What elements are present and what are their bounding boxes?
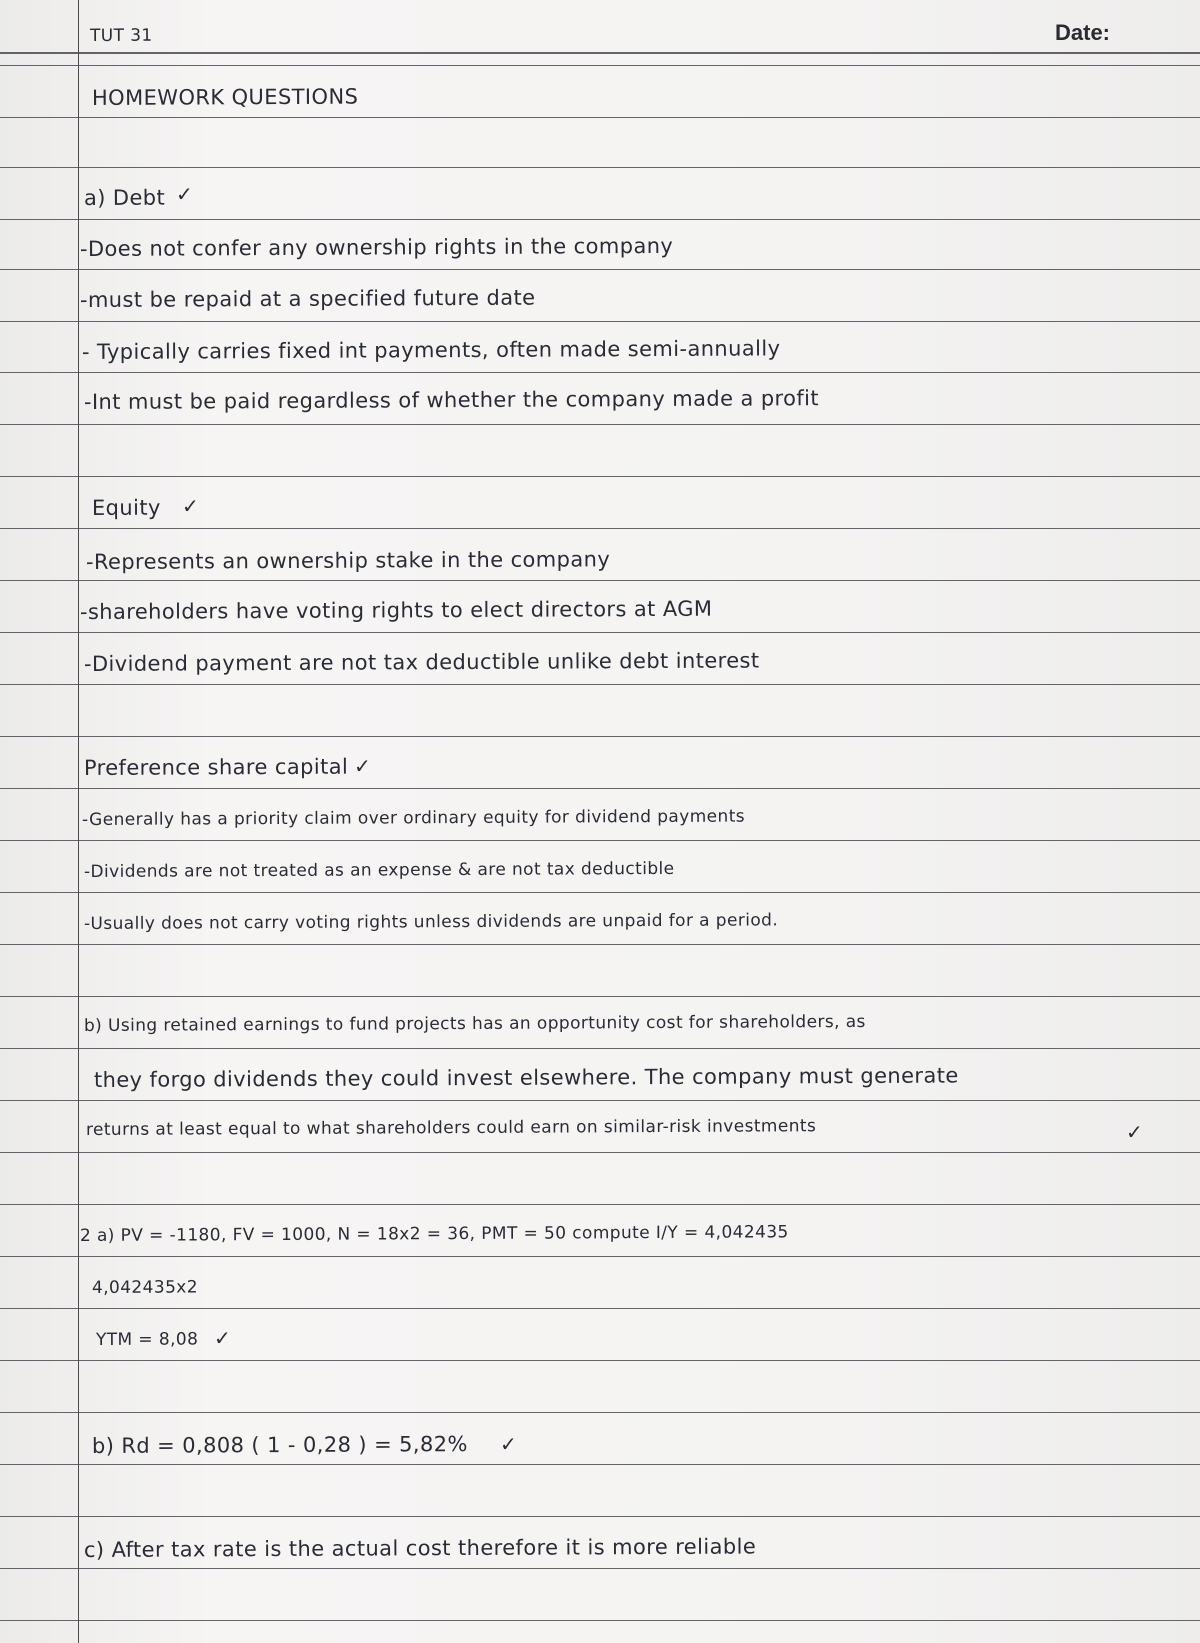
ruled-line [0,1308,1200,1309]
ruled-line [0,65,1200,66]
answer-1b-line: returns at least equal to what shareholders could earn on similar-risk investments [85,1116,817,1140]
page-title: HOMEWORK QUESTIONS [91,84,359,110]
ruled-line [0,528,1200,529]
ruled-line [0,269,1200,270]
ruled-line [0,167,1200,168]
ruled-line [0,1100,1200,1101]
preference-heading: Preference share capital [83,754,349,780]
ruled-line [0,321,1200,322]
debt-heading: a) Debt [83,185,166,210]
ruled-line [0,476,1200,477]
check-mark-icon: ✓ [182,494,199,518]
ruled-line [0,1152,1200,1153]
debt-point: -Int must be paid regardless of whether the company made a profit [83,386,820,414]
debt-point: -must be repaid at a specified future date [79,285,536,312]
ruled-line [0,1360,1200,1361]
debt-point: -Does not confer any ownership rights in the company [79,233,674,261]
date-label: Date: [1055,20,1111,45]
ruled-line [0,219,1200,220]
check-mark-icon: ✓ [214,1326,231,1350]
answer-1b-line: b) Using retained earnings to fund projects has an opportunity cost for shareholders, as [83,1011,866,1036]
ruled-line [0,1204,1200,1205]
ruled-line [0,1620,1200,1621]
ruled-line [0,840,1200,841]
ruled-line [0,736,1200,737]
equity-point: -shareholders have voting rights to elect directors at AGM [79,596,713,624]
tutorial-label: TUT 31 [89,25,153,46]
debt-point: - Typically carries fixed int payments, often made semi-annually [81,336,781,364]
ruled-line [0,892,1200,893]
equity-point: -Represents an ownership stake in the company [85,547,611,574]
ruled-line [0,1516,1200,1517]
ruled-line [0,52,1200,54]
ruled-line [0,117,1200,118]
ruled-line [0,684,1200,685]
margin-line [78,0,79,1643]
preference-point: -Dividends are not treated as an expense & are not tax deductible [83,858,675,882]
ruled-line [0,788,1200,789]
answer-2b-line: b) Rd = 0,808 ( 1 - 0,28 ) = 5,82% [91,1432,468,1458]
answer-2c-line: c) After tax rate is the actual cost therefore it is more reliable [83,1534,757,1562]
answer-1b-line: they forgo dividends they could invest elsewhere. The company must generate [93,1063,959,1092]
check-mark-icon: ✓ [354,754,371,778]
check-mark-icon: ✓ [1126,1120,1143,1144]
check-mark-icon: ✓ [176,182,193,206]
answer-2a-line: 2 a) PV = -1180, FV = 1000, N = 18x2 = 36, PMT = 50 compute I/Y = 4,042435 [79,1222,789,1246]
ruled-line [0,1568,1200,1569]
ruled-line [0,372,1200,373]
answer-2a-line: YTM = 8,08 [95,1329,199,1350]
ruled-line [0,996,1200,997]
ruled-line [0,424,1200,425]
ruled-line [0,1256,1200,1257]
ruled-line [0,632,1200,633]
check-mark-icon: ✓ [500,1432,517,1456]
ruled-line [0,1464,1200,1465]
preference-point: -Generally has a priority claim over ordinary equity for dividend payments [81,806,746,830]
ruled-line [0,1048,1200,1049]
equity-heading: Equity [91,495,161,520]
ruled-line [0,580,1200,581]
ruled-line [0,1412,1200,1413]
equity-point: -Dividend payment are not tax deductible unlike debt interest [83,648,760,676]
ruled-line [0,944,1200,945]
answer-2a-line: 4,042435x2 [91,1277,198,1298]
preference-point: -Usually does not carry voting rights unless dividends are unpaid for a period. [83,910,779,934]
